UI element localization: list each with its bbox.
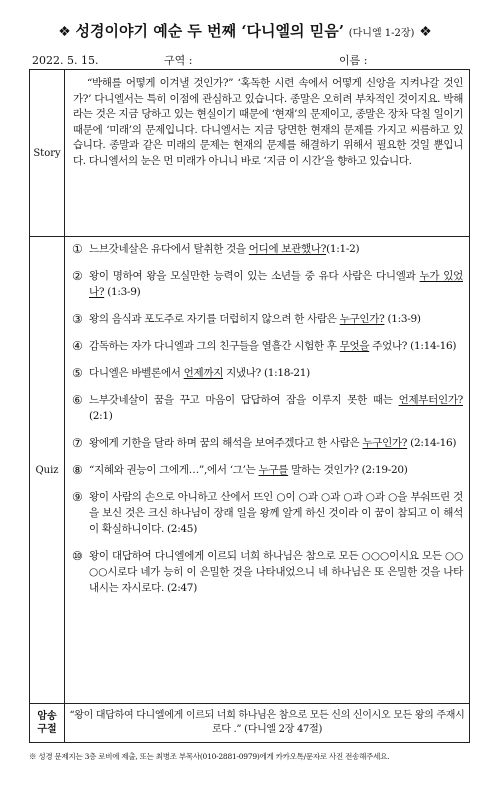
question-text: 왕이 사람의 손으로 아니하고 산에서 뜨인 ○이 ○과 ○과 ○과 ○과 ○을 부숴뜨린 것을 보신 것은 크신 하나님이 장래 일을 왕께 알게 하신 것이라 이 꿈이 참되고 이 해석이 확실하니이다. (2:45) bbox=[89, 491, 463, 535]
footnote: ※ 성경 문제지는 3층 로비에 제출, 또는 최병조 부목사(010-2881-0979)에게 카카오톡/문자로 사진 전송해주세요. bbox=[29, 752, 390, 761]
quiz-question bbox=[71, 462, 463, 478]
question-number: ⑦ bbox=[72, 436, 83, 450]
question-text: 왕에게 기한을 달라 하며 꿈의 해석을 보여주겠다고 한 사람은 bbox=[89, 437, 363, 449]
quiz-question bbox=[71, 548, 463, 596]
question-blank: 누가 있었나? bbox=[89, 270, 463, 298]
memory-row bbox=[30, 704, 470, 743]
question-text: 느브갓네살은 유다에서 탈취한 것을 bbox=[89, 243, 249, 255]
question-blank: 누구인가? bbox=[362, 437, 408, 449]
question-number: ⑩ bbox=[72, 549, 83, 563]
page-title bbox=[0, 22, 490, 43]
question-ref: (1:1-2) bbox=[326, 243, 360, 255]
worksheet-table bbox=[29, 69, 470, 743]
quiz-question bbox=[71, 489, 463, 537]
question-text: “지혜와 권능이 그에게…”,에서 ‘그’는 bbox=[89, 464, 259, 476]
quiz-question bbox=[71, 365, 463, 381]
story-cell bbox=[65, 70, 470, 237]
question-ref: 주었나? (1:14-16) bbox=[369, 340, 457, 352]
memory-label-line1: 암송 bbox=[37, 711, 57, 722]
region-label: 구역 : bbox=[164, 54, 193, 67]
quiz-question bbox=[71, 392, 463, 424]
question-text: 느부갓네살이 꿈을 꾸고 마음이 답답하여 잠을 이루지 못한 때는 bbox=[89, 394, 399, 406]
story-label: Story bbox=[30, 70, 65, 237]
question-number: ④ bbox=[72, 339, 83, 353]
memory-label bbox=[30, 704, 65, 743]
question-text: 왕의 음식과 포도주로 자기를 더럽히지 않으려 한 사람은 bbox=[89, 313, 340, 325]
question-text: 감독하는 자가 다니엘과 그의 친구들을 열흘간 시험한 후 bbox=[89, 340, 340, 352]
question-ref: 말하는 것인가? (2:19-20) bbox=[288, 464, 408, 476]
quiz-list bbox=[65, 237, 469, 596]
date-text: 2022. 5. 15. bbox=[32, 54, 99, 67]
name-label: 이름 : bbox=[339, 54, 368, 67]
question-blank: 어디에 보관했나? bbox=[248, 243, 327, 255]
quiz-question bbox=[71, 268, 463, 300]
quiz-label: Quiz bbox=[30, 237, 65, 704]
diamond-icon: ❖ bbox=[419, 24, 432, 40]
question-blank: 누구인가? bbox=[339, 313, 385, 325]
title-main: 성경이야기 예순 두 번째 ‘다니엘의 믿음’ bbox=[75, 22, 344, 40]
question-number: ③ bbox=[72, 312, 83, 326]
question-number: ⑥ bbox=[72, 393, 83, 407]
question-text: 왕이 대답하여 다니엘에게 이르되 너희 하나님은 참으로 모든 ○○○이시요 모든 ○○ ○○시로다 네가 능히 이 은밀한 것을 나타내었으니 네 하나님은 또 은밀한 것을 나타내시는 자시로다. (2:47) bbox=[89, 550, 463, 594]
question-blank: 무엇을 bbox=[339, 340, 370, 352]
question-text: 다니엘은 바벨론에서 bbox=[89, 367, 184, 379]
diamond-icon: ❖ bbox=[58, 24, 71, 40]
question-blank: 언제부터인가? bbox=[398, 394, 463, 406]
question-ref: (1:3-9) bbox=[104, 286, 141, 298]
question-number: ⑨ bbox=[72, 490, 83, 504]
quiz-question bbox=[71, 338, 463, 354]
quiz-question bbox=[71, 435, 463, 451]
question-ref: 지냈나? (1:18-21) bbox=[223, 367, 310, 379]
title-sub: (다니엘 1-2장) bbox=[348, 28, 415, 39]
quiz-row bbox=[30, 237, 470, 704]
question-number: ① bbox=[72, 242, 83, 256]
story-row bbox=[30, 70, 470, 237]
quiz-question bbox=[71, 311, 463, 327]
memory-verse: “왕이 대답하여 다니엘에게 이르되 너희 하나님은 참으로 모든 신의 신이시오 모든 왕의 주재시로다 .” (다니엘 2장 47절) bbox=[65, 704, 470, 743]
memory-label-line2: 구절 bbox=[37, 724, 57, 735]
question-number: ⑧ bbox=[72, 463, 83, 477]
question-blank: 누구를 bbox=[258, 464, 289, 476]
question-ref: (2:14-16) bbox=[407, 437, 457, 449]
question-ref: (2:1) bbox=[89, 410, 113, 422]
quiz-question bbox=[71, 241, 463, 257]
question-text: 왕이 명하여 왕을 모실만한 능력이 있는 소년들 중 유다 사람은 다니엘과 bbox=[89, 270, 420, 282]
question-number: ⑤ bbox=[72, 366, 83, 380]
question-blank: 언제까지 bbox=[183, 367, 224, 379]
quiz-cell bbox=[65, 237, 470, 704]
story-text: “박해를 어떻게 이겨낼 것인가?” ‘혹독한 시련 속에서 어떻게 신앙을 지켜나갈 것인가?’ 다니엘서는 특히 이점에 관심하고 있습니다. 종말은 오히려 부차적인 것이지요. 박해라는 것은 지금 당하고 있는 현실이기 때문에 ‘현재’의 문제이고, 종말은 장차 닥칠 일이기 때문에 ‘미래’의 문제입니다. 다니엘서는 지금 당면한 현재의 문제를 가지고 씨름하고 있습니다. 종말과 같은 미래의 문제는 현재의 문제를 해결하기 위해서 필요한 것일 뿐입니다. 다니엘서의 눈은 먼 미래가 아니니 바로 ‘지금 이 시간’을 향하고 있습니다. bbox=[73, 77, 463, 167]
question-number: ② bbox=[72, 269, 83, 283]
question-ref: (1:3-9) bbox=[384, 313, 421, 325]
